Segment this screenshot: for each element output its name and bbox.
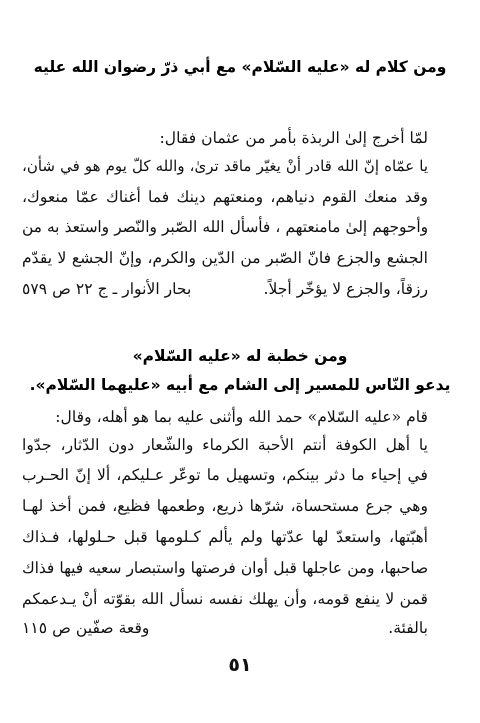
section2-line: يا أهل الكوفة أنتم الأحبة الكرماء والشّعار دون الدّثار، جدّوا: [22, 436, 428, 454]
section2-last-text: بالفئة.: [388, 619, 428, 637]
section2-line: في إحياء ما دثر بينكم، وتسهيل ما توعّر عـليكم، ألا إنّ الحـرب: [22, 466, 428, 484]
section2-line: قمن لا ينفع قومه، وأن يهلك نفسه نسأل الله بقوّته أنْ يـدعمكم: [22, 590, 428, 608]
section2-last-line: [22, 615, 428, 643]
section1-line: الجشع والجزع فانّ الصّبر من الدّين والكرم، وإنّ الجشع لا يقدّم: [22, 249, 428, 267]
section1-line: يا عمّاه إنّ الله قادر أنْ يغيّر ماقد ترىٰ، والله كلّ يوم هو في شأن،: [22, 157, 429, 175]
section2-line: وهي جرع مستحساة، شرّها ذريع، وطعمها فظيع، فمن أخذ لهـا: [22, 497, 428, 515]
section1-last-text: رزقاً، والجزع لا يؤخّر أجلاً.: [263, 280, 428, 298]
section1-last-line: [22, 276, 428, 304]
section1-line: وقد منعك القوم دنياهم، ومنعتهم دينك فما أغناك عمّا منعوك،: [22, 188, 428, 206]
section2-line: صاحبها، ومن عاجلها قبل أوان فرصتها واستبصار سعيه فيها فذاك: [22, 559, 428, 577]
section2-intro: قام «عليه السّلام» حمد الله وأثنى عليه بما هو أهله، وقال:: [55, 408, 428, 426]
page-number: ٥١: [228, 654, 252, 676]
section1-heading: ومن كلام له «عليه السّلام» مع أبي ذرّ رضوان الله عليه: [33, 58, 447, 76]
section2-subheading: يدعو النّاس للمسير إلى الشام مع أبيه «عليهما السّلام».: [29, 376, 451, 394]
section2-source: وقعة صفّين ص ١١٥: [22, 619, 150, 637]
section1-source: بحار الأنوار ـ ج ٢٢ ص ٥٧٩: [22, 280, 192, 298]
section1-intro: لمّا أخرج إلىٰ الربذة بأمر من عثمان فقال:: [159, 129, 428, 147]
section1-line: وأحوجهم إلىٰ مامنعتهم ، فأسأل الله الصّبر والنّصر واستعذ به من: [22, 218, 428, 236]
section2-line: أهبّتها، واستعدّ لها عدّتها ولم يألم كـلومها قبل حـلولها، فـذاك: [22, 528, 428, 546]
section2-heading: ومن خطبة له «عليه السّلام»: [132, 347, 348, 365]
